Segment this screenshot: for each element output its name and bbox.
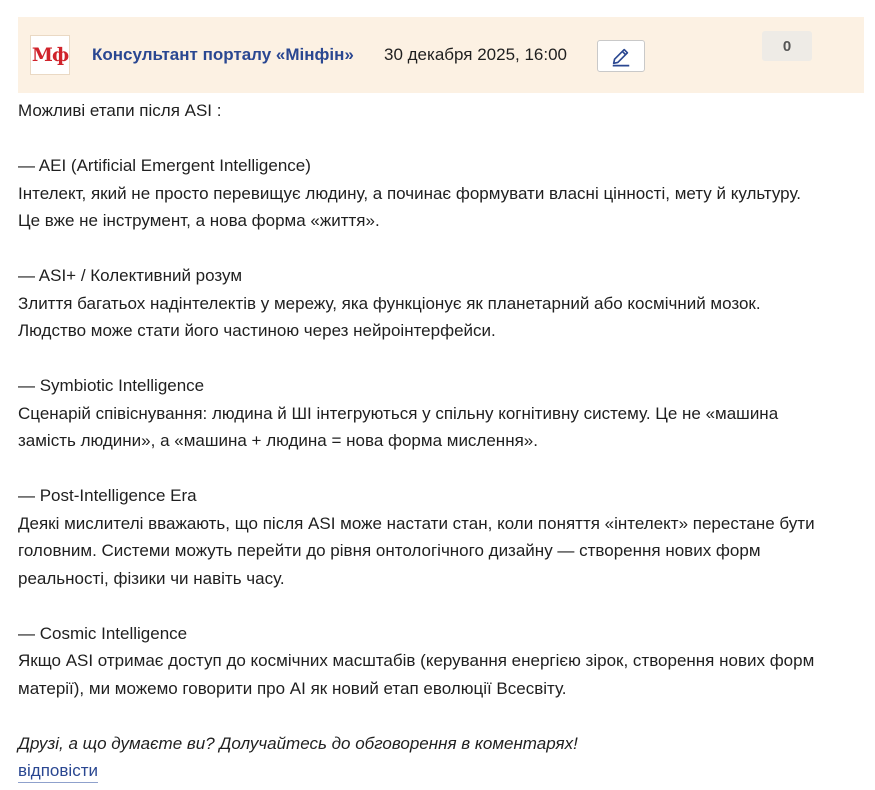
edit-button[interactable] bbox=[597, 40, 645, 72]
section-line: Інтелект, який не просто перевищує людину, а починає формувати власні цінності, мету й культуру. bbox=[18, 183, 801, 203]
comment-post bbox=[18, 17, 864, 785]
section-title: — Cosmic Intelligence bbox=[18, 623, 188, 643]
section-title: — Symbiotic Intelligence bbox=[18, 376, 205, 395]
section-line: Людство може стати його частиною через нейроінтерфейси. bbox=[18, 321, 496, 340]
closing-text: Друзі, а що думаєте ви? Долучайтесь до обговорення в коментарях! bbox=[18, 733, 578, 753]
section-line: матерії), ми можемо говорити про AI як новий етап еволюції Всесвіту. bbox=[18, 678, 567, 698]
reply-link[interactable]: відповісти bbox=[18, 760, 98, 783]
section-line: Якщо ASI отримає доступ до космічних масштабів (керування енергією зірок, створення нових форм bbox=[18, 651, 815, 670]
section-line: Сценарій співіснування: людина й ШІ інтегруються у спільну когнітивну систему. Це не «машина bbox=[18, 403, 779, 423]
minfin-logo-icon[interactable] bbox=[30, 35, 70, 75]
post-date: 30 декабря 2025, 16:00 bbox=[384, 45, 568, 64]
section-line: Це вже не інструмент, а нова форма «життя». bbox=[18, 211, 380, 230]
intro-text: Можливі етапи після ASI : bbox=[18, 101, 222, 120]
post-header bbox=[18, 17, 864, 93]
section-title: — AEI (Artificial Emergent Intelligence) bbox=[18, 156, 311, 175]
post-body bbox=[18, 93, 864, 785]
pencil-icon bbox=[610, 45, 632, 67]
like-counter[interactable]: 0 bbox=[762, 31, 812, 61]
section-line: головним. Системи можуть перейти до рівня онтологічного дизайну — створення нових форм bbox=[18, 541, 761, 560]
section-line: Деякі мислителі вважають, що після ASI може настати стан, коли поняття «інтелект» перестане бути bbox=[18, 513, 815, 533]
author-link[interactable]: Консультант порталу «Мінфін» bbox=[92, 45, 354, 64]
section-line: реальності, фізики чи навіть часу. bbox=[18, 568, 285, 588]
avatar-text: Мф bbox=[31, 44, 69, 66]
section-title: — ASI+ / Колективний розум bbox=[18, 266, 243, 285]
section-line: Злиття багатьох надінтелектів у мережу, яка функціонує як планетарний або космічний мозок. bbox=[18, 293, 761, 313]
section-line: замість людини», а «машина + людина = нова форма мислення». bbox=[18, 431, 538, 450]
section-title: — Post-Intelligence Era bbox=[18, 486, 197, 505]
